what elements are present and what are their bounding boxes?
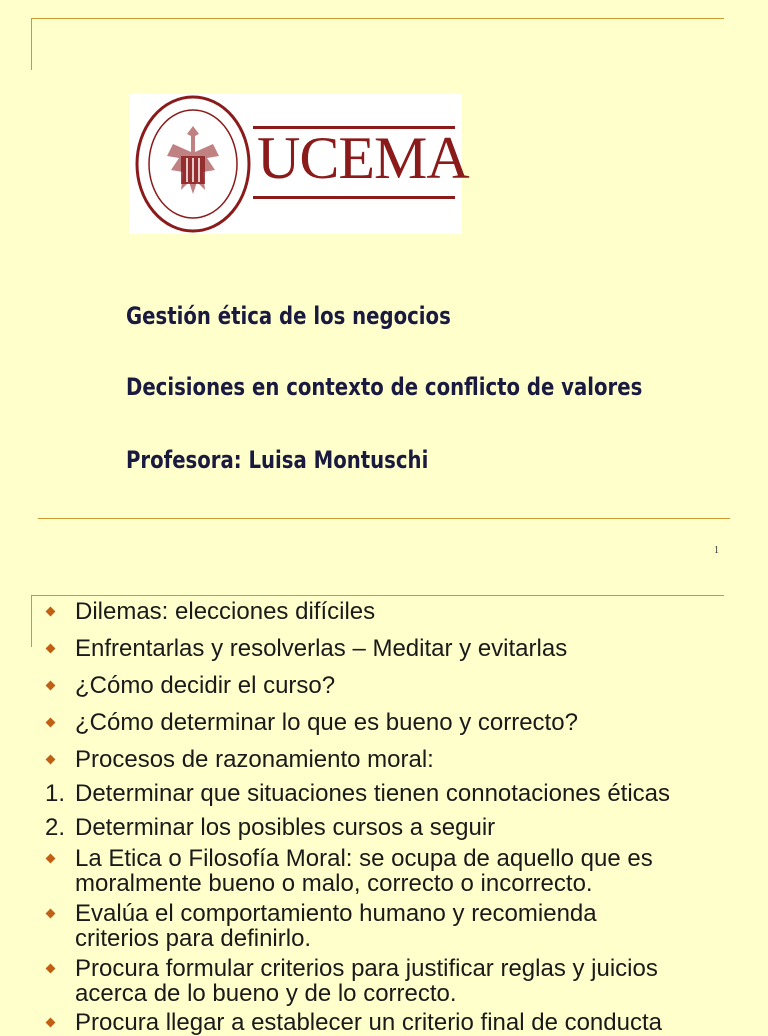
left-rule: [31, 18, 32, 70]
bottom-rule: [38, 518, 730, 519]
logo-wordmark: UCEMA: [257, 125, 469, 191]
diamond-bullet-icon: [46, 681, 56, 691]
ucema-logo: [129, 94, 469, 234]
diamond-bullet-icon: [46, 607, 56, 617]
diamond-bullet-icon: [46, 1018, 56, 1028]
diamond-bullet-icon: [46, 909, 56, 919]
professor-line: Profesora: Luisa Montuschi: [126, 446, 429, 474]
top-rule: [31, 18, 724, 19]
top-rule: [31, 595, 724, 596]
course-title: Gestión ética de los negocios: [126, 302, 451, 330]
university-seal-icon: [133, 94, 253, 234]
content-slide: Dilemas: elecciones difíciles Enfrentarlas y resolverlas – Meditar y evitarlas ¿Cómo decidir el curso? ¿Cómo determinar lo que es bueno y correcto? Procesos de razonamiento moral: 1. Determinar que situaciones tienen connotaciones éticas 2. Determinar los posibles cursos a seguir La Etica o Filosofía Moral: se ocupa de aquello que es moralmente bueno o malo, correcto o incorrecto. Evalúa el comportamiento humano y recomienda criterios para definirlo. Procura formular criterios para justificar reglas y juicios acerca de lo bueno y de lo correcto. Procura llegar a establecer un criterio final de conducta: [0, 580, 768, 1024]
left-rule: [31, 595, 32, 647]
diamond-bullet-icon: [46, 644, 56, 654]
diamond-bullet-icon: [46, 755, 56, 765]
diamond-bullet-icon: [46, 854, 56, 864]
diamond-bullet-icon: [46, 964, 56, 974]
diamond-bullet-icon: [46, 718, 56, 728]
lecture-title: Decisiones en contexto de conflicto de valores: [126, 373, 643, 401]
page-number: 1: [714, 545, 719, 556]
wordmark-rule-bottom: [253, 196, 455, 199]
